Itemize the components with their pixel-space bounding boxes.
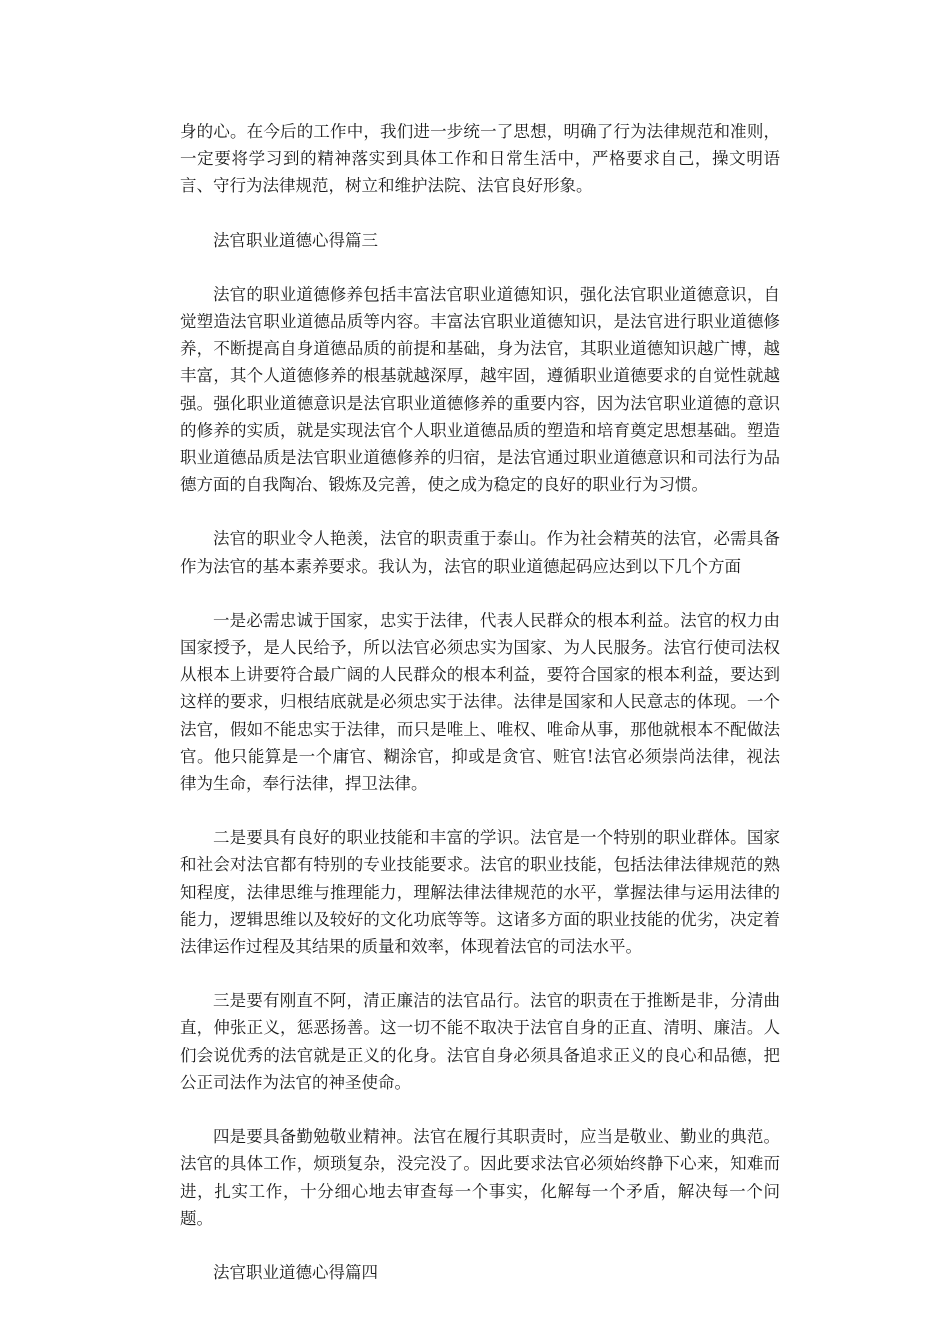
- paragraph-point-four: 四是要具备勤勉敬业精神。法官在履行其职责时，应当是敬业、勤业的典范。法官的具体工作，烦琐复杂，没完没了。因此要求法官必须始终静下心来，知难而进，扎实工作，十分细心地去审查每一个事实，化解每一个矛盾，解决每一个问题。: [180, 1127, 780, 1228]
- document-page: [180, 118, 780, 1313]
- paragraph-profession-intro: 法官的职业令人艳羡，法官的职责重于泰山。作为社会精英的法官，必需具备作为法官的基本素养要求。我认为，法官的职业道德起码应达到以下几个方面: [180, 529, 780, 576]
- paragraph-point-one: 一是必需忠诚于国家，忠实于法律，代表人民群众的根本利益。法官的权力由国家授予，是人民给予，所以法官必须忠实为国家、为人民服务。法官行使司法权从根本上讲要符合最广阔的人民群众的根本利益，要符合国家的根本利益，要达到这样的要求，归根结底就是必须忠实于法律。法律是国家和人民意志的体现。一个法官，假如不能忠实于法律，而只是唯上、唯权、唯命从事，那他就根本不配做法官。他只能算是一个庸官、糊涂官，抑或是贪官、赃官!法官必须崇尚法律，视法律为生命，奉行法律，捍卫法律。: [180, 610, 780, 794]
- paragraph-intro: 身的心。在今后的工作中，我们进一步统一了思想，明确了行为法律规范和准则，一定要将学习到的精神落实到具体工作和日常生活中，严格要求自己，操文明语言、守行为法律规范，树立和维护法院、法官良好形象。: [180, 122, 780, 196]
- section-heading-4: 法官职业道德心得篇四: [213, 1262, 378, 1282]
- section-heading-3: 法官职业道德心得篇三: [213, 230, 378, 250]
- paragraph-point-two: 二是要具有良好的职业技能和丰富的学识。法官是一个特别的职业群体。国家和社会对法官都有特别的专业技能要求。法官的职业技能，包括法律法律规范的熟知程度，法律思维与推理能力，理解法律法律规范的水平，掌握法律与运用法律的能力，逻辑思维以及较好的文化功底等等。这诸多方面的职业技能的优劣，决定着法律运作过程及其结果的质量和效率，体现着法官的司法水平。: [180, 828, 780, 957]
- paragraph-moral-cultivation: 法官的职业道德修养包括丰富法官职业道德知识，强化法官职业道德意识，自觉塑造法官职业道德品质等内容。丰富法官职业道德知识，是法官进行职业道德修养，不断提高自身道德品质的前提和基础，身为法官，其职业道德知识越广博，越丰富，其个人道德修养的根基就越深厚，越牢固，遵循职业道德要求的自觉性就越强。强化职业道德意识是法官职业道德修养的重要内容，因为法官职业道德的意识的修养的实质，就是实现法官个人职业道德品质的塑造和培育奠定思想基础。塑造职业道德品质是法官职业道德修养的归宿，是法官通过职业道德意识和司法行为品德方面的自我陶冶、锻炼及完善，使之成为稳定的良好的职业行为习惯。: [180, 284, 780, 495]
- paragraph-point-three: 三是要有刚直不阿，清正廉洁的法官品行。法官的职责在于推断是非，分清曲直，伸张正义，惩恶扬善。这一切不能不取决于法官自身的正直、清明、廉洁。人们会说优秀的法官就是正义的化身。法官自身必须具备追求正义的良心和品德，把公正司法作为法官的神圣使命。: [180, 991, 780, 1092]
